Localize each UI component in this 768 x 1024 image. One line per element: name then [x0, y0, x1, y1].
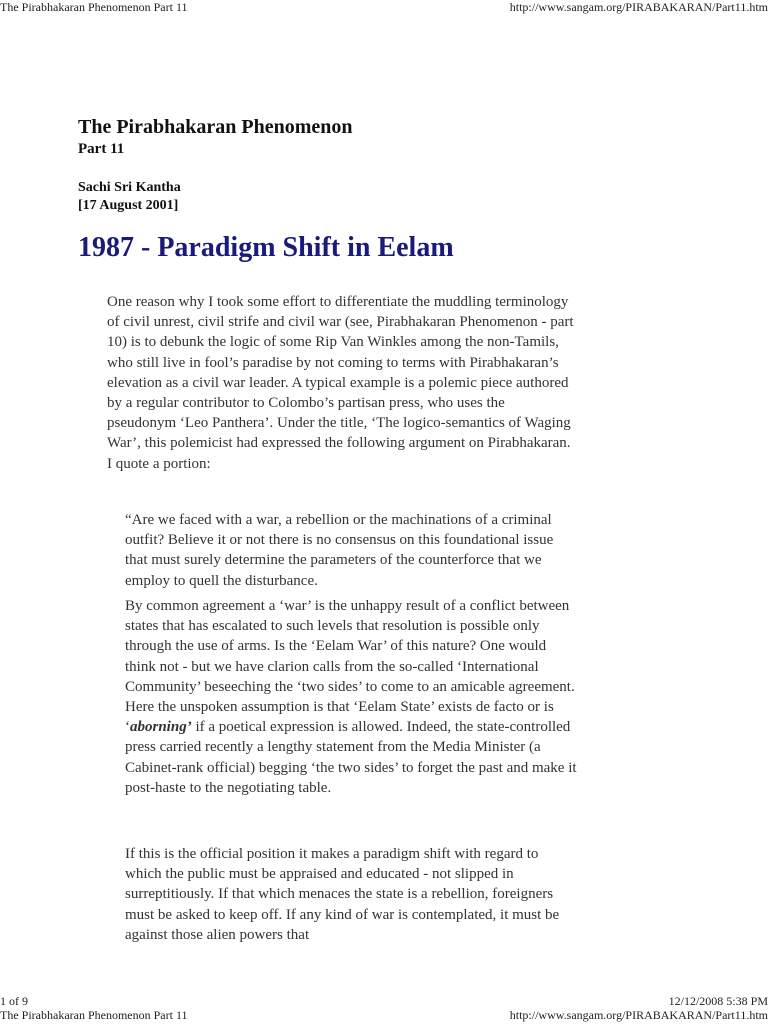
header-url: http://www.sangam.org/PIRABAKARAN/Part11.htm: [509, 1008, 768, 1022]
header-page-title: The Pirabhakaran Phenomenon Part 11: [0, 0, 188, 14]
print-header-next: [0, 1008, 768, 1022]
page-number: 1 of 9: [0, 994, 28, 1008]
quote-paragraph: If this is the official position it makes a paradigm shift with regard to which the public must be appraised and educated - not slipped in surreptitiously. If that which menaces the state is a rebellion, foreigners must be asked to keep off. If any kind of war is contemplated, it must be against those alien powers that: [125, 846, 560, 943]
print-header: [0, 0, 768, 14]
print-timestamp: 12/12/2008 5:38 PM: [668, 994, 768, 1008]
quote-text: if a poetical expression is allowed. Indeed, the state-controlled press carried recently a lengthy statement from the Media Minister (a Cabinet-rank official) begging ‘the two sides’ to forget the past and make it post-haste to the negotiating table.: [125, 719, 577, 796]
section-headline: 1987 - Paradigm Shift in Eelam: [78, 232, 454, 263]
print-footer: [0, 994, 768, 1008]
body-paragraph: One reason why I took some effort to differentiate the muddling terminology of civil unrest, civil strife and civil war (see, Pirabhakaran Phenomenon - part 10) is to debunk the logic of some Rip Van Winkles among the non-Tamils, who still live in fool’s paradise by not coming to terms with Pirabhakaran’s elevation as a civil war leader. A typical example is a polemic piece authored by a regular contributor to Colombo’s partisan press, who uses the pseudonym ‘Leo Panthera’. Under the title, ‘The logico-semantics of Waging War’, this polemicist had expressed the following argument on Pirabhakaran. I quote a portion:: [107, 294, 574, 472]
article-date: [17 August 2001]: [78, 198, 179, 213]
quote-paragraph: [125, 596, 577, 798]
header-page-title: The Pirabhakaran Phenomenon Part 11: [0, 1008, 188, 1022]
emphasized-word: aborning’: [130, 719, 192, 736]
quote-text: By common agreement a ‘war’ is the unhappy result of a conflict between states that has escalated to such levels that resolution is possible only through the use of arms. Is the ‘Eelam War’ of this nature? One would think not - but we have clarion calls from the so-called ‘International Community’ beseeching the ‘two sides’ to come to an amicable agreement. Here the unspoken assumption is that ‘Eelam State’ exists de facto or is ‘: [125, 598, 575, 736]
header-url: http://www.sangam.org/PIRABAKARAN/Part11.htm: [509, 0, 768, 14]
quote-paragraph: “Are we faced with a war, a rebellion or the machinations of a criminal outfit? Believe it or not there is no consensus on this foundational issue that must surely determine the parameters of the counterforce that we employ to quell the disturbance.: [125, 512, 554, 589]
article-part: Part 11: [78, 141, 125, 157]
article-title: The Pirabhakaran Phenomenon: [78, 116, 353, 138]
author-block: [78, 179, 181, 215]
author-name: Sachi Sri Kantha: [78, 180, 181, 195]
